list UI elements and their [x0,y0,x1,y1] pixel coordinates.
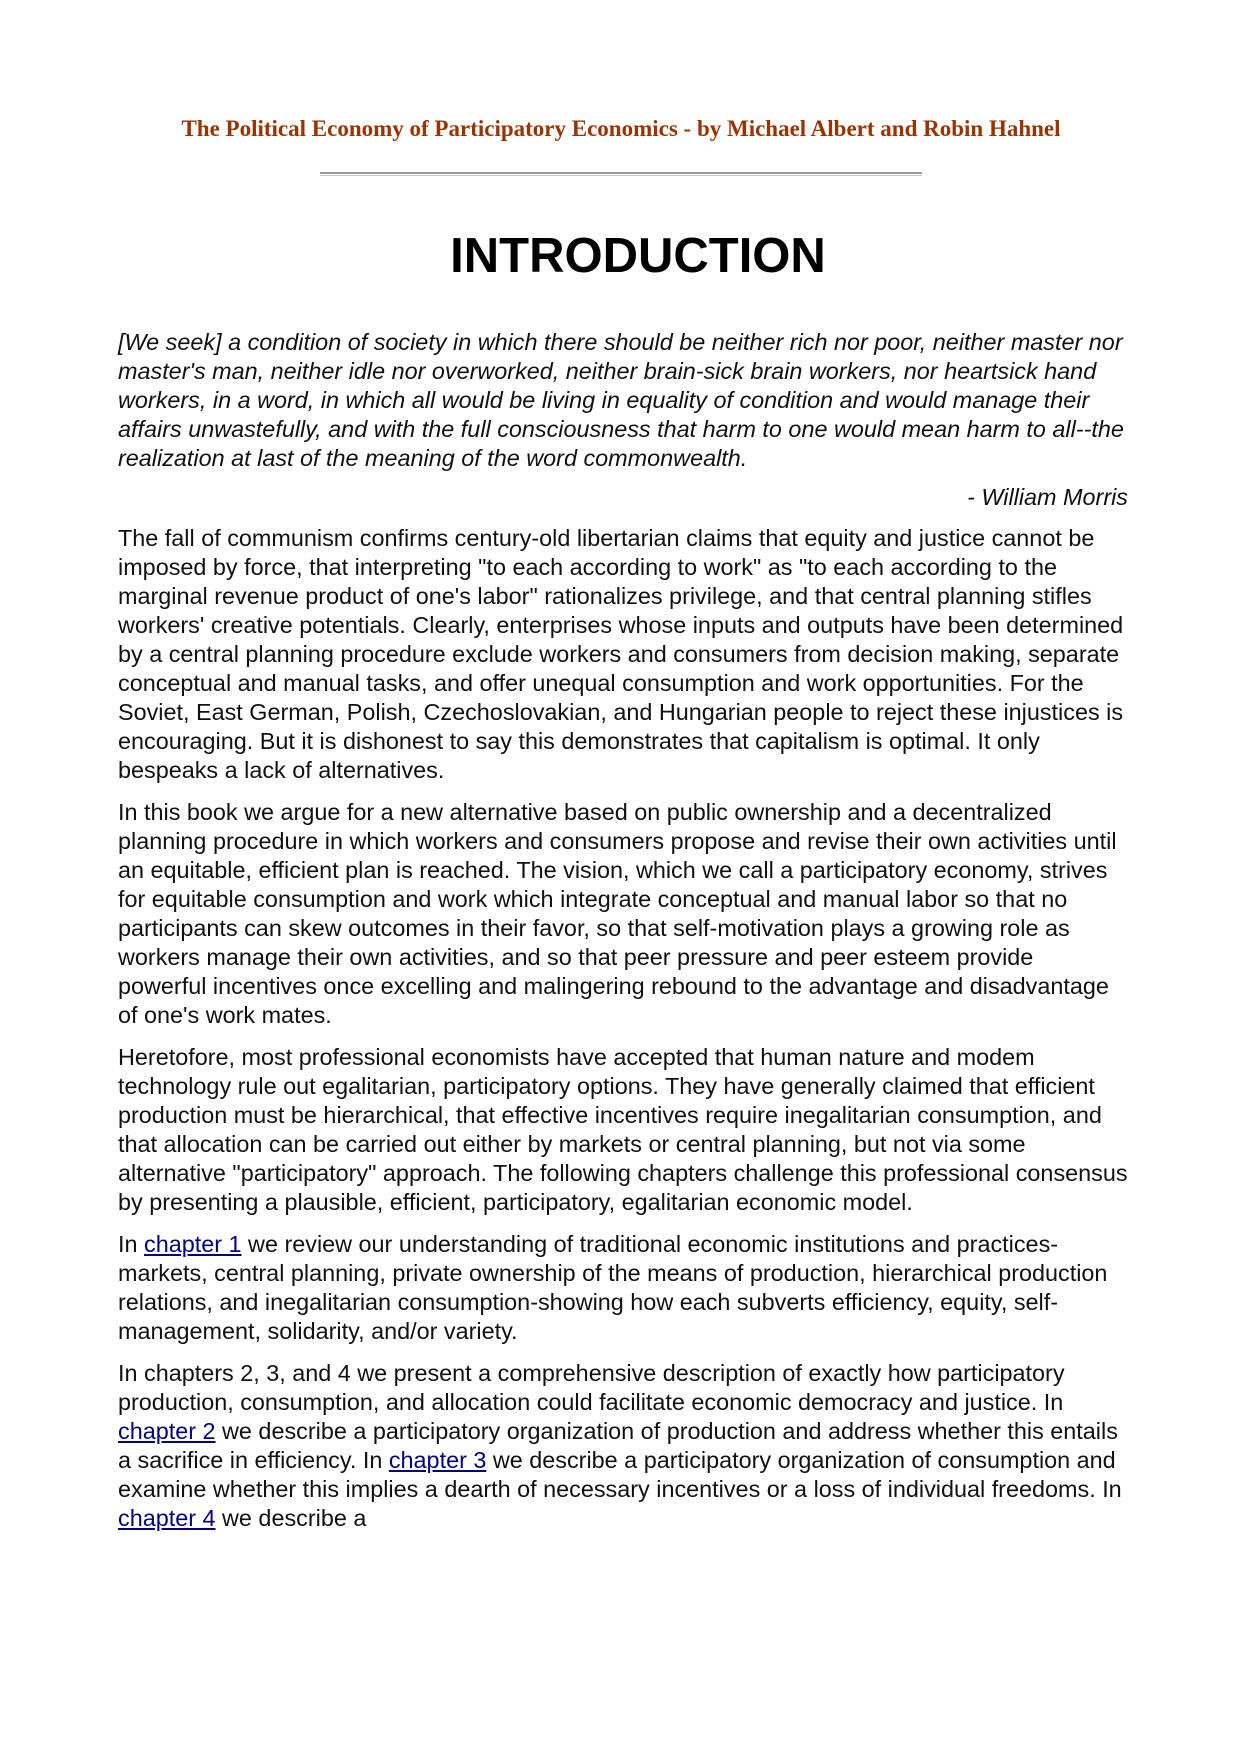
text: we describe a participatory organization of production and address whether this entails a sacrifice in efficiency. In [118,1418,1118,1473]
epigraph-quote: [We seek] a condition of society in which there should be neither rich nor poor, neither master nor master's man, neither idle nor overworked, neither brain-sick brain workers, nor heartsick hand workers, in a word, in which all would be living in equality of condition and would manage their affairs unwastefully, and with the full consciousness that harm to one would mean harm to all--the realization at last of the meaning of the word commonwealth. [118,329,1124,471]
chapter-3-link[interactable]: chapter 3 [388,1447,487,1473]
paragraph-3: Heretofore, most professional economists have accepted that human nature and modem technology rule out egalitarian, participatory options. They have generally claimed that efficient production must be hierarchical, that effective incentives require inegalitarian consumption, and that allocation can be carried out either by markets or central planning, but not via some alternative "participatory" approach. The following chapters challenge this professional consensus by presenting a plausible, efficient, participatory, egalitarian economic model. [118,1044,1128,1215]
epigraph-attribution: - William Morris [967,484,1128,510]
document-body [118,328,1128,1546]
paragraph-2: In this book we argue for a new alternative based on public ownership and a decentralized planning procedure in which workers and consumers propose and revise their own activities until an equitable, efficient plan is reached. The vision, which we call a participatory economy, strives for equitable consumption and work which integrate conceptual and manual labor so that no participants can skew outcomes in their favor, so that self-motivation plays a growing role as workers manage their own activities, and so that peer pressure and peer esteem provide powerful incentives once excelling and malingering rebound to the advantage and disadvantage of one's work mates. [118,799,1117,1028]
text: we describe a [215,1505,367,1531]
text: we review our understanding of traditional economic institutions and practices-markets, central planning, private ownership of the means of production, hierarchical production relations, and inegalitarian consumption-showing how each subverts efficiency, equity, self-management, solidarity, and/or variety. [118,1231,1108,1344]
horizontal-rule [320,172,922,176]
chapter-title: INTRODUCTION [450,229,826,283]
chapter-4-link[interactable]: chapter 4 [118,1505,216,1531]
text: In chapters 2, 3, and 4 we present a comprehensive description of exactly how participatory production, consumption, and allocation could facilitate economic democracy and justice. In [118,1360,1065,1415]
text: In [118,1231,145,1257]
paragraph-1: The fall of communism confirms century-old libertarian claims that equity and justice cannot be imposed by force, that interpreting "to each according to work" as "to each according to the marginal revenue product of one's labor" rationalizes privilege, and that central planning stifles workers' creative potentials. Clearly, enterprises whose inputs and outputs have been determined by a central planning procedure exclude workers and consumers from decision making, separate conceptual and manual tasks, and offer unequal consumption and work opportunities. For the Soviet, East German, Polish, Czechoslovakian, and Hungarian people to reject these injustices is encouraging. But it is dishonest to say this demonstrates that capitalism is optimal. It only bespeaks a lack of alternatives. [118,525,1124,783]
paragraph-4 [118,1230,1128,1346]
text: we describe a participatory organization of consumption and examine whether this implies a dearth of necessary incentives or a loss of individual freedoms. In [118,1447,1122,1502]
chapter-2-link[interactable]: chapter 2 [118,1418,216,1444]
chapter-1-link[interactable]: chapter 1 [144,1231,242,1257]
paragraph-5 [118,1359,1128,1533]
book-title: The Political Economy of Participatory Economics - by Michael Albert and Robin Hahnel [181,116,1061,141]
